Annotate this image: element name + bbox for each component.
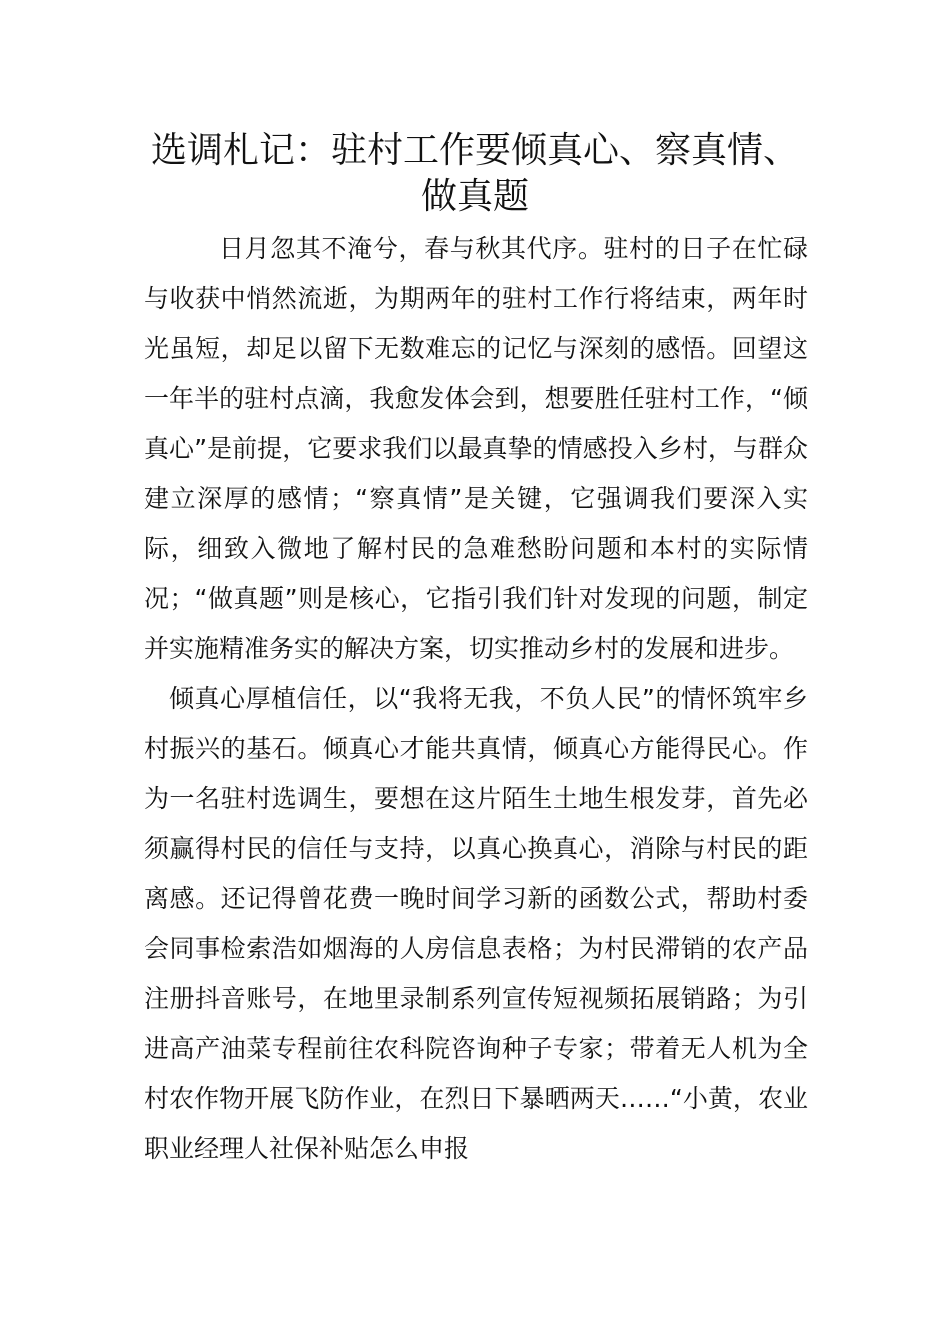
title-line-1: 选调札记：驻村工作要倾真心、察真情、	[150, 130, 799, 171]
title-line-2: 做真题	[420, 176, 529, 217]
document-body	[144, 224, 808, 1174]
document-title	[140, 128, 810, 220]
paragraph-2: 倾真心厚植信任，以“我将无我，不负人民”的情怀筑牢乡村振兴的基石。倾真心才能共真情，倾真心方能得民心。作为一名驻村选调生，要想在这片陌生土地生根发芽，首先必须赢得村民的信任与支持，以真心换真心，消除与村民的距离感。还记得曾花费一晚时间学习新的函数公式，帮助村委会同事检索浩如烟海的人房信息表格；为村民滞销的农产品注册抖音账号，在地里录制系列宣传短视频拓展销路；为引进高产油菜专程前往农科院咨询种子专家；带着无人机为全村农作物开展飞防作业，在烈日下暴晒两天……“小黄，农业职业经理人社保补贴怎么申报	[144, 684, 808, 1163]
paragraph-1: 日月忽其不淹兮，春与秋其代序。驻村的日子在忙碌与收获中悄然流逝，为期两年的驻村工作行将结束，两年时光虽短，却足以留下无数难忘的记忆与深刻的感悟。回望这一年半的驻村点滴，我愈发体会到，想要胜任驻村工作，“倾真心”是前提，它要求我们以最真挚的情感投入乡村，与群众建立深厚的感情；“察真情”是关键，它强调我们要深入实际，细致入微地了解村民的急难愁盼问题和本村的实际情况；“做真题”则是核心，它指引我们针对发现的问题，制定并实施精准务实的解决方案，切实推动乡村的发展和进步。	[144, 234, 808, 663]
